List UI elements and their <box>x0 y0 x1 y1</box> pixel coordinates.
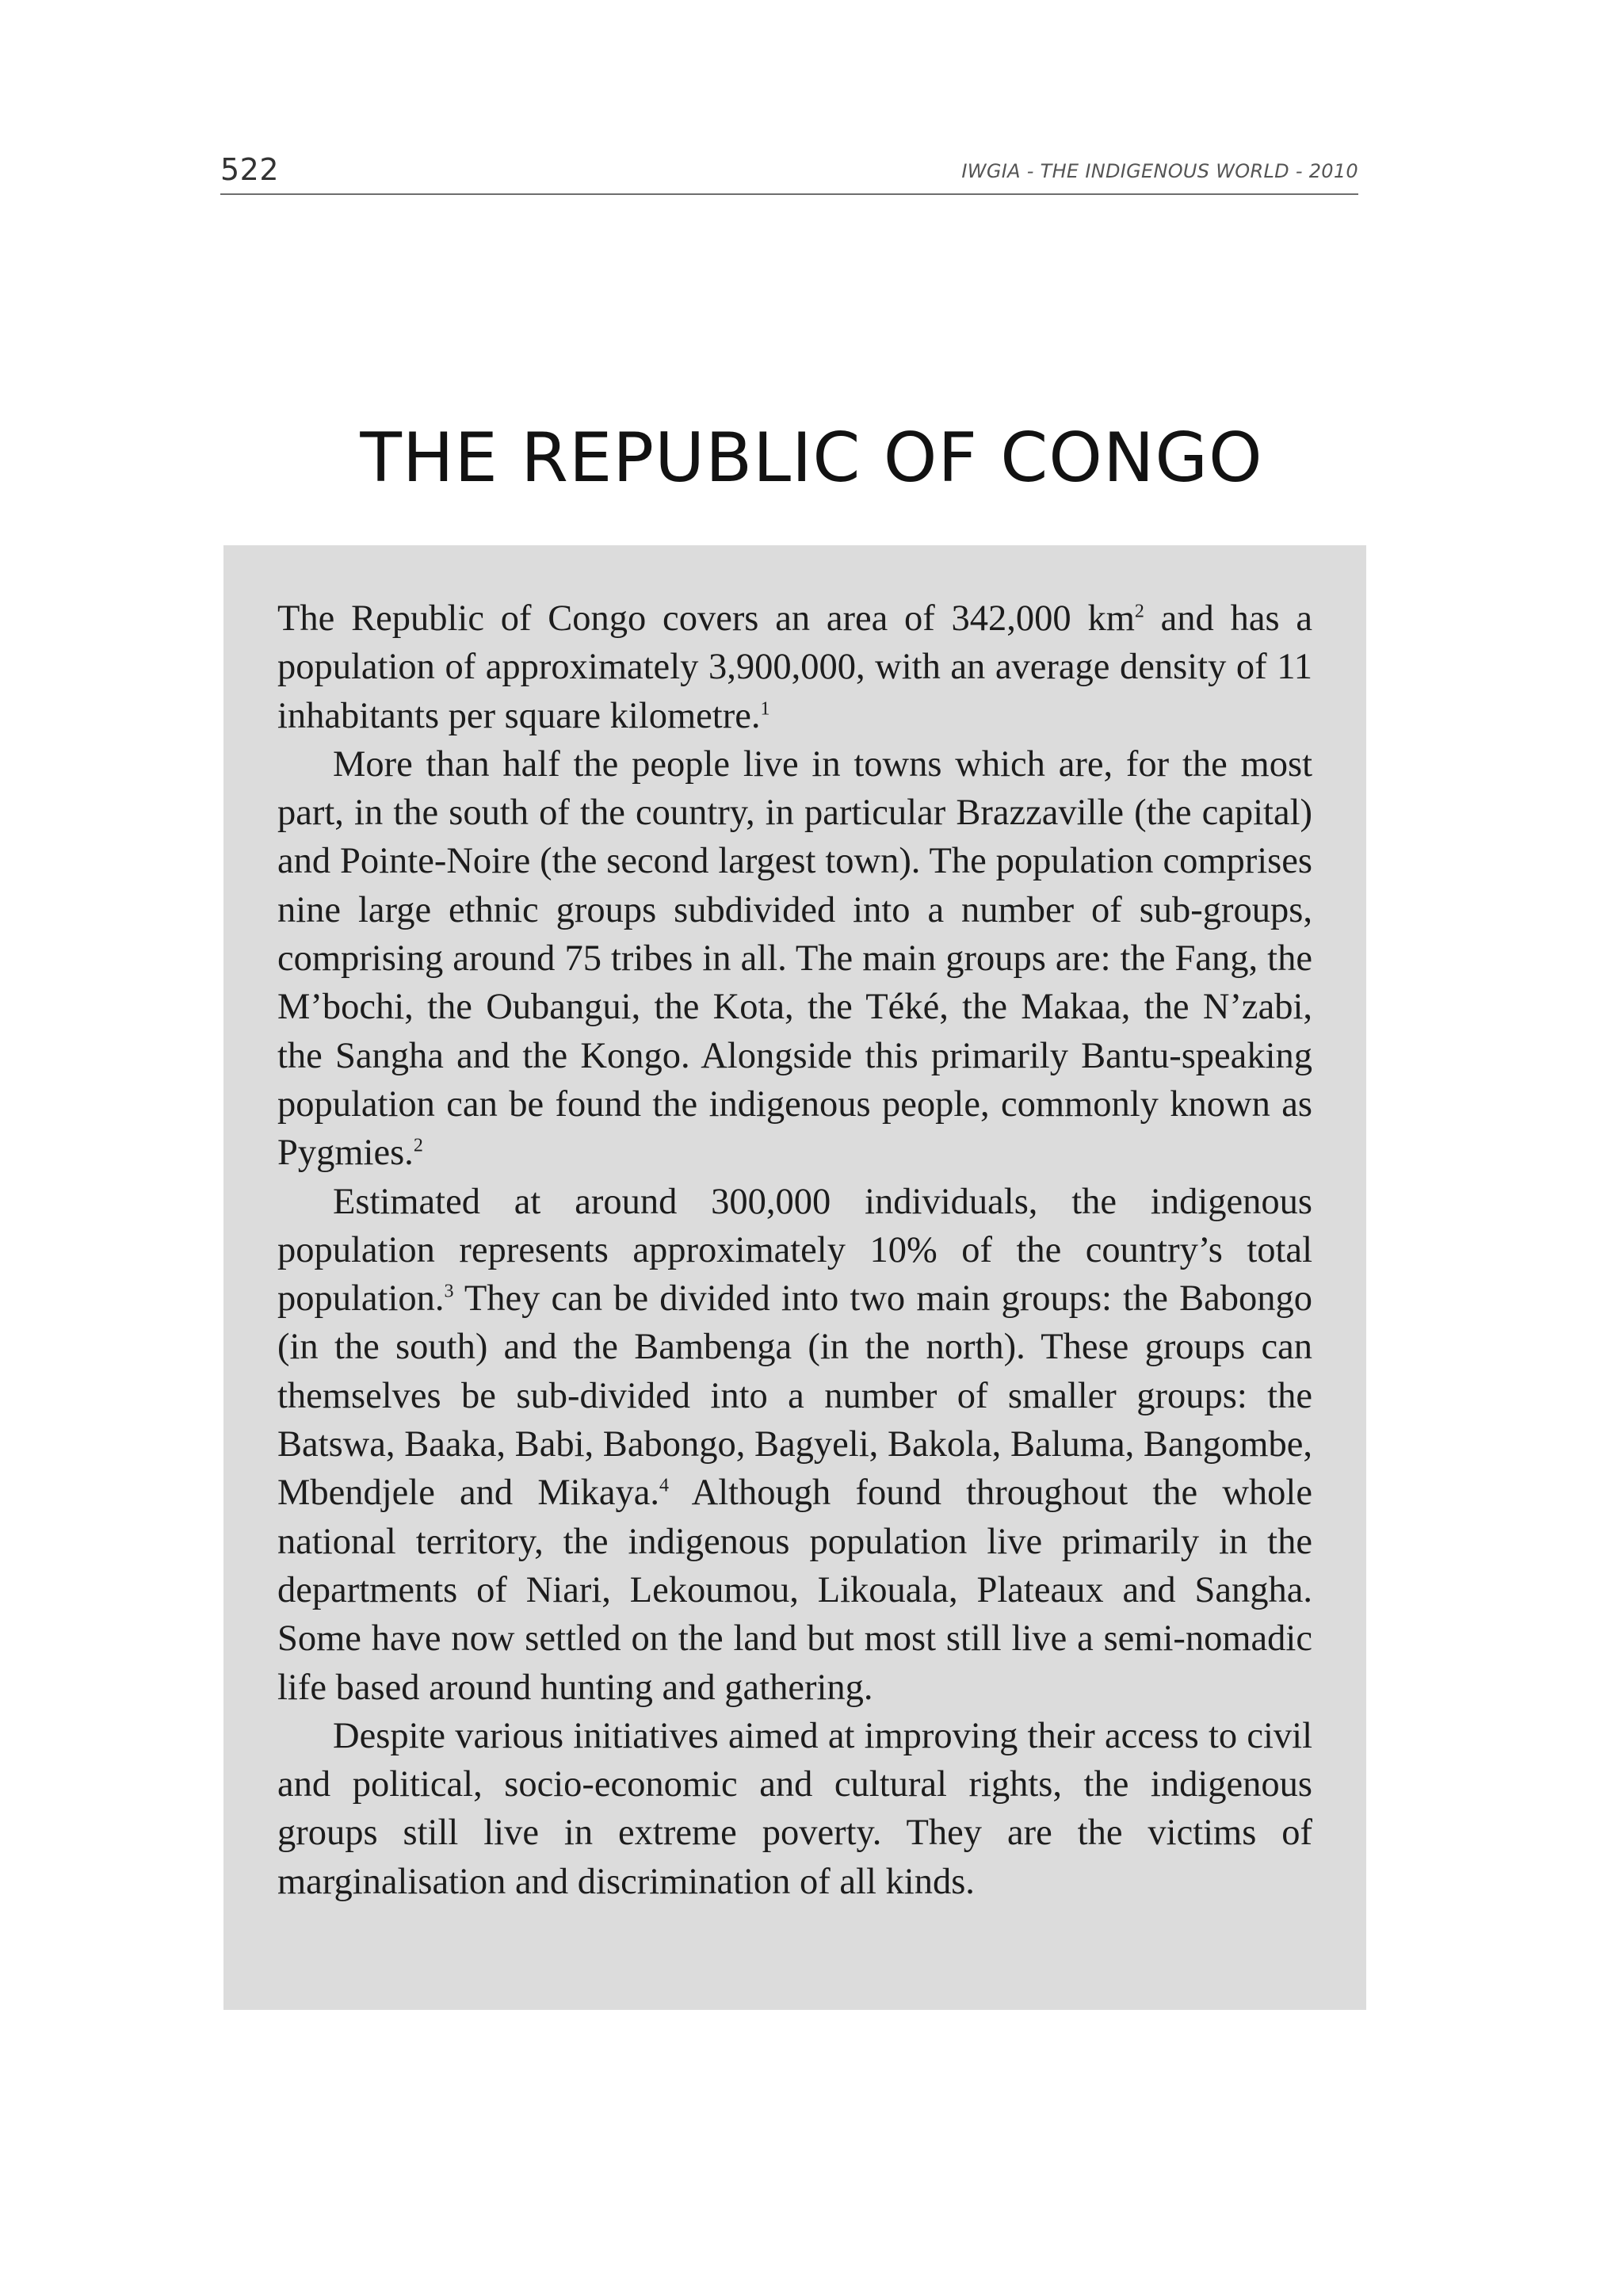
intro-box <box>223 545 1366 2010</box>
text-segment: Although found throughout the whole national territory, the indigenous population live primarily in the departments of Niari, Lekoumou, Likouala, Plateaux and Sangha. Some have now settled on the land but most still live a semi-nomadic life based around hunting and gathering. <box>277 1473 1312 1708</box>
running-head: IWGIA - THE INDIGENOUS WORLD - 2010 <box>961 160 1358 182</box>
text-segment: and has a population of approximately 3,900,000, with an average density of 11 inhabitants per square kilometre. <box>277 598 1312 736</box>
intro-paragraph-3 <box>277 1178 1312 1712</box>
footnote-ref-3: 3 <box>444 1281 454 1302</box>
footnote-ref-2: 2 <box>413 1135 423 1156</box>
intro-paragraph-1 <box>277 594 1312 740</box>
text-segment: Estimated at around 300,000 individuals, the indigenous population represents approximately 10% of the country’s total population. <box>277 1181 1312 1320</box>
footnote-ref-1: 1 <box>760 698 770 720</box>
text-segment: Despite various initiatives aimed at improving their access to civil and political, socio-economic and cultural rights, the indigenous groups still live in extreme poverty. They are the victims of marginalisation and discrimination of all kinds. <box>277 1715 1312 1902</box>
superscript-2: 2 <box>1134 601 1144 622</box>
page-header <box>220 152 1358 195</box>
text-segment: The Republic of Congo covers an area of 342,000 km <box>277 598 1135 639</box>
intro-paragraph-2 <box>277 740 1312 1178</box>
text-segment: More than half the people live in towns which are, for the most part, in the south of the country, in particular Brazzaville (the capital) and Pointe-Noire (the second largest town). The population comprises nine large ethnic groups subdivided into a number of sub-groups, comprising around 75 tribes in all. The main groups are: the Fang, the M’bochi, the Oubangui, the Kota, the Téké, the Makaa, the N’zabi, the Sangha and the Kongo. Alongside this primarily Bantu-speaking population can be found the indigenous people, commonly known as Pygmies. <box>277 743 1312 1174</box>
page-number: 522 <box>220 152 280 187</box>
chapter-title: THE REPUBLIC OF CONGO <box>360 418 1263 498</box>
intro-paragraph-4 <box>277 1712 1312 1906</box>
text-segment: They can be divided into two main groups: the Babongo (in the south) and the Bambenga (in the north). These groups can themselves be sub-divided into a number of smaller groups: the Batswa, Baaka, Babi, Babongo, Bagyeli, Bakola, Baluma, Bangombe, Mbendjele and Mikaya. <box>277 1278 1312 1514</box>
footnote-ref-4: 4 <box>659 1475 670 1496</box>
